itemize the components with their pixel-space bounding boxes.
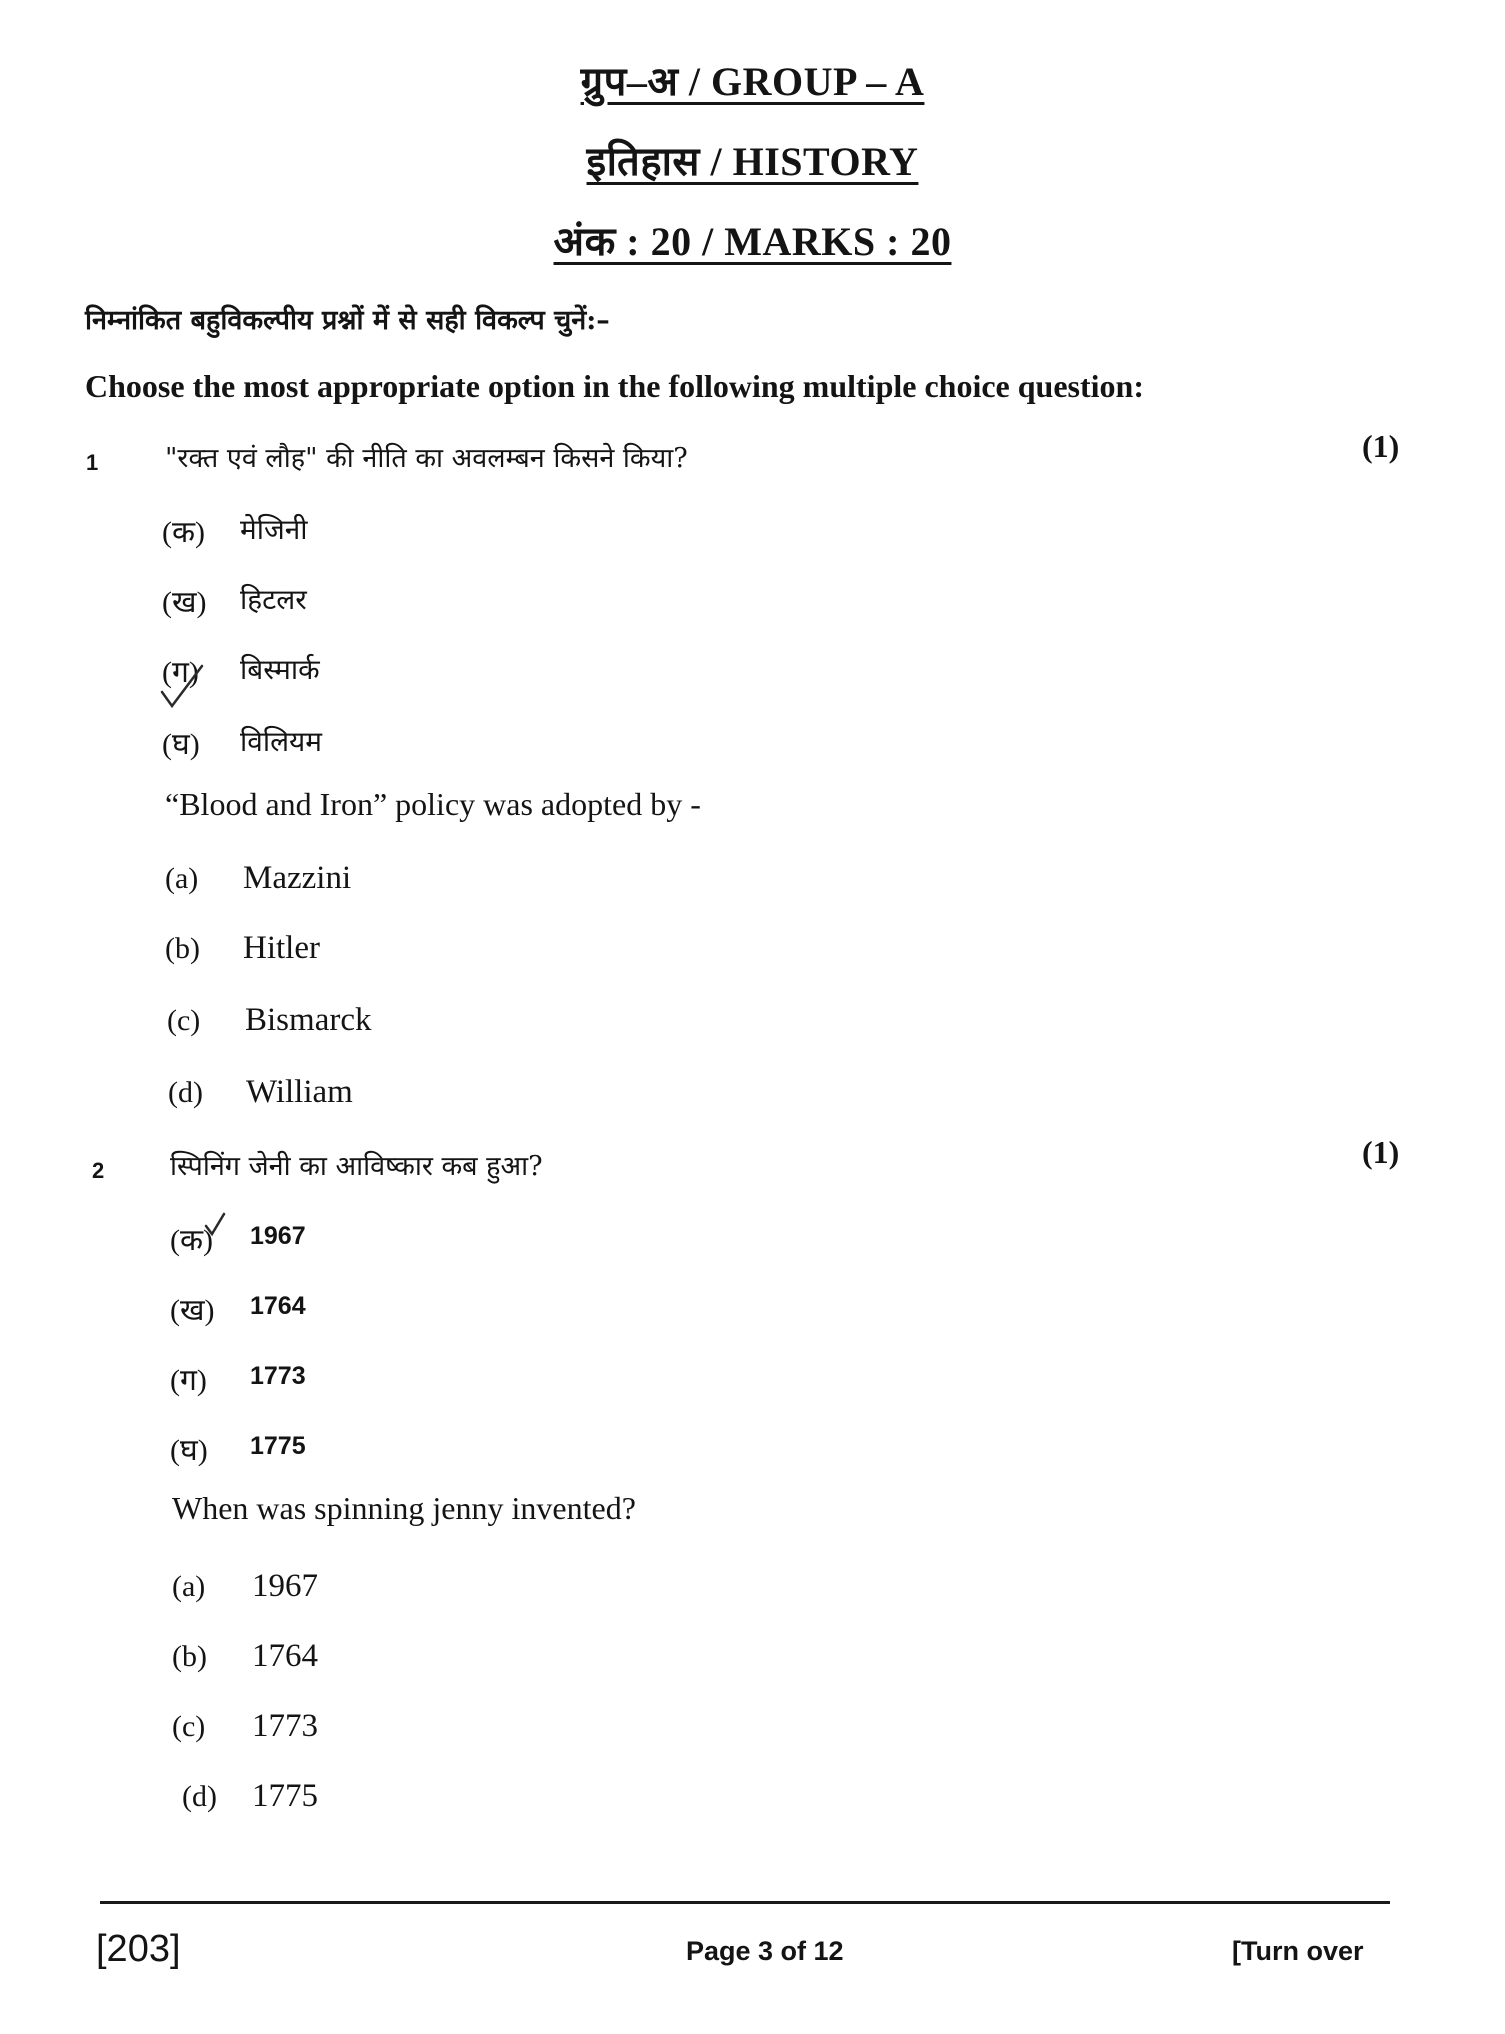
question-marks: (1) [1362,1134,1400,1170]
option-text: बिस्मार्क [240,653,320,686]
option-text: Bismarck [245,1002,372,1038]
option-text: 1773 [252,1708,318,1744]
question-text-hindi: "रक्त एवं लौह" की नीति का अवलम्बन किसने किया? [165,443,688,474]
option-label: (ग) [170,1364,207,1397]
option-label: (क) [170,1224,214,1257]
question-text-hindi: स्पिनिंग जेनी का आविष्कार कब हुआ? [170,1151,543,1182]
option-label: (ख) [170,1294,215,1327]
paper-code: [203] [96,1928,181,1970]
option-label: (ख) [162,586,207,619]
option-label: (c) [167,1004,201,1037]
option-text: Hitler [243,930,320,966]
turn-over-note: [Turn over [1232,1936,1364,1966]
marks-heading: अंक : 20 / MARKS : 20 [553,219,952,264]
question-text-english: “Blood and Iron” policy was adopted by - [165,786,701,822]
option-label: (घ) [170,1434,208,1467]
option-label: (घ) [162,728,200,761]
handwritten-tick-icon [202,1212,248,1258]
option-label: (b) [165,932,200,965]
option-text: Mazzini [243,860,352,896]
option-label: (a) [165,862,199,895]
option-text: 1775 [250,1432,306,1460]
subject-heading: इतिहास / HISTORY [586,139,919,184]
question-number: 1 [86,450,99,475]
option-label: (d) [168,1076,203,1109]
option-text: विलियम [240,725,323,758]
handwritten-tick-icon [158,662,204,708]
question-text-english: When was spinning jenny invented? [172,1490,636,1526]
option-text: हिटलर [240,583,307,616]
option-text: William [246,1074,353,1110]
option-label: (क) [162,516,206,549]
option-label: (ग) [162,656,199,689]
question-number: 2 [92,1158,105,1183]
option-text: 1764 [252,1638,318,1674]
option-label: (d) [182,1780,217,1813]
option-text: 1967 [250,1222,306,1250]
option-text: 1764 [250,1292,306,1320]
instruction-english: Choose the most appropriate option in the following multiple choice question: [85,368,1144,404]
page-number: Page 3 of 12 [686,1936,844,1966]
footer-divider [100,1901,1390,1904]
option-text: मेजिनी [240,513,308,546]
group-heading: ग्रुप–अ / GROUP – A [580,59,925,104]
option-label: (c) [172,1710,206,1743]
option-text: 1775 [252,1778,318,1814]
option-label: (a) [172,1570,206,1603]
option-text: 1967 [252,1568,318,1604]
question-marks: (1) [1362,428,1400,464]
option-label: (b) [172,1640,207,1673]
instruction-hindi: निम्नांकित बहुविकल्पीय प्रश्नों में से सही विकल्प चुनें:– [85,305,610,336]
option-text: 1773 [250,1362,306,1390]
